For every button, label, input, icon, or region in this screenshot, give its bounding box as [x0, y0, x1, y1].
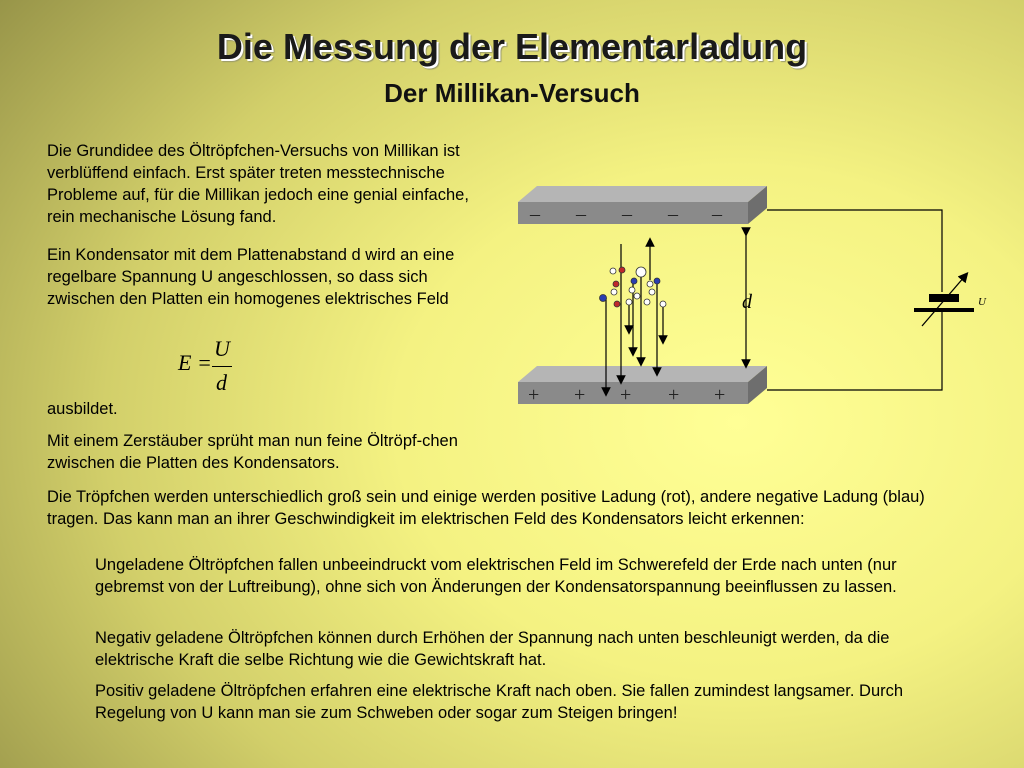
minus-sign: –: [712, 203, 722, 225]
variable-voltage-source: [914, 276, 974, 326]
neutral-droplet: [611, 289, 617, 295]
minus-sign: –: [622, 203, 632, 225]
minus-sign: –: [668, 203, 678, 225]
fraction-bar: [212, 366, 232, 367]
neutral-droplet: [644, 299, 650, 305]
neutral-droplet: [636, 267, 646, 277]
minus-sign: –: [576, 203, 586, 225]
plus-sign: +: [528, 384, 540, 406]
neutral-droplet: [649, 289, 655, 295]
negative-droplet: [654, 278, 660, 284]
distance-label: d: [742, 291, 752, 313]
neutral-droplet: [626, 299, 632, 305]
field-formula: [178, 336, 268, 396]
millikan-apparatus-diagram: [510, 180, 990, 420]
minus-sign: –: [530, 203, 540, 225]
atomizer-paragraph: Mit einem Zerstäuber sprüht man nun feine Öltröpf-chen zwischen die Platten des Kondensators.: [47, 432, 458, 472]
ausbildet-text: ausbildet.: [47, 400, 118, 418]
neutral-droplet: [629, 287, 635, 293]
plus-sign: +: [574, 384, 586, 406]
circuit-wires: [767, 210, 942, 390]
voltage-label: U: [978, 296, 986, 308]
positive-droplet: [619, 267, 625, 273]
plus-sign: +: [714, 384, 726, 406]
positive-paragraph: Positiv geladene Öltröpfchen erfahren eine elektrische Kraft nach oben. Sie fallen zumindest langsamer. Durch Regelung von U kann man sie zum Schweben oder sogar zum Steigen bringen!: [95, 682, 904, 722]
intro-paragraph: Die Grundidee des Öltröpfchen-Versuchs von Millikan ist verblüffend einfach. Erst später treten messtechnische Probleme auf, für die Millikan jedoch eine genial einfache, rein mechanische Lösung fand.: [47, 142, 469, 226]
top-plate: [518, 186, 767, 224]
negative-droplet: [631, 278, 637, 284]
positive-droplet: [614, 301, 620, 307]
negative-paragraph: Negativ geladene Öltröpfchen können durch Erhöhen der Spannung nach unten beschleunigt werden, da die elektrische Kraft die selbe Richtung wie die Gewichtskraft hat.: [95, 629, 890, 669]
capacitor-paragraph: Ein Kondensator mit dem Plattenabstand d wird an eine regelbare Spannung U angeschlossen, so dass sich zwischen den Platten ein homogenes elektrisches Feld: [47, 246, 455, 308]
neutral-droplet: [610, 268, 616, 274]
positive-droplet: [613, 281, 619, 287]
negative-droplet: [600, 295, 607, 302]
bottom-plate: [518, 366, 767, 404]
formula-denominator: d: [216, 370, 227, 395]
neutral-droplet: [634, 293, 640, 299]
uncharged-paragraph: Ungeladene Öltröpfchen fallen unbeeindruckt vom elektrischen Feld im Schwerefeld der Erde nach unten (nur gebremst von der Luftreibung), ohne sich von Änderungen der Kondensatorspannung beeinflussen zu lassen.: [95, 556, 897, 596]
formula-lhs: E =: [178, 350, 212, 375]
slide-subtitle: Der Millikan-Versuch: [384, 78, 640, 108]
plus-sign: +: [620, 384, 632, 406]
neutral-droplet: [647, 281, 653, 287]
neutral-droplet: [660, 301, 666, 307]
slide-title: Die Messung der Elementarladung: [216, 26, 808, 67]
droplets-paragraph: Die Tröpfchen werden unterschiedlich groß sein und einige werden positive Ladung (rot), andere negative Ladung (blau) tragen. Das kann man an ihrer Geschwindigkeit im elektrischen Feld des Kondensators leicht erkennen:: [47, 488, 925, 528]
formula-numerator: U: [214, 336, 230, 361]
plus-sign: +: [668, 384, 680, 406]
